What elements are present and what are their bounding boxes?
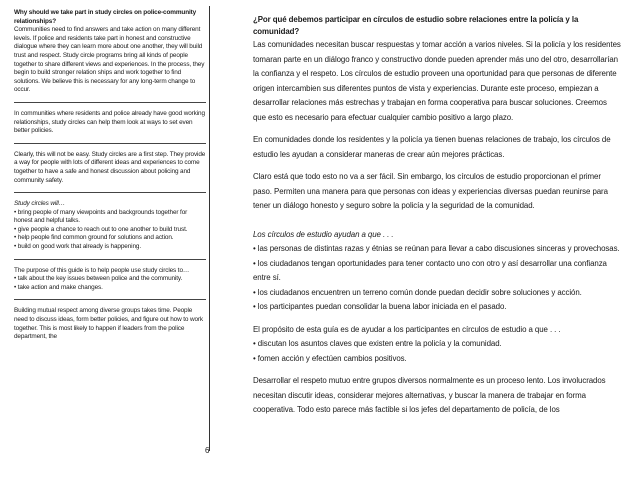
english-bullet: • help people find common ground for solutions and action. [14, 234, 174, 242]
english-heading: Why should we take part in study circles on police-community relationships? [14, 9, 197, 25]
spanish-bullet: • los ciudadanos encuentren un terreno común donde puedan decidir sobre soluciones y acción. [253, 287, 582, 297]
column-divider [209, 6, 210, 451]
english-column [14, 9, 206, 349]
english-bullet: • bring people of many viewpoints and backgrounds together for honest and helpful talks. [14, 208, 188, 225]
english-purpose-intro: The purpose of this guide is to help people use study circles to… [14, 266, 190, 274]
english-bullet: • give people a chance to reach out to one another to build trust. [14, 225, 188, 233]
spanish-purpose-intro: El propósito de esta guía es de ayudar a los participantes en círculos de estudio a que . . . [253, 324, 561, 334]
english-list-title: Study circles will… [14, 200, 65, 208]
spanish-purpose-bullet: • fomen acción y efectúen cambios positivos. [253, 353, 407, 363]
english-list [14, 200, 206, 252]
english-paragraph-3: Clearly, this will not be easy. Study circles are a first step. They provide a way for people with lots of different ideas and experiences to come together to have a safe and honest discussion about policing and community safety. [14, 150, 206, 184]
spanish-list-title: Los círculos de estudio ayudan a que . . . [253, 229, 394, 239]
page-number: 6 [205, 446, 210, 455]
spanish-bullet: • los participantes puedan consolidar la buena labor iniciada en el pasado. [253, 302, 507, 311]
divider [14, 259, 206, 260]
spanish-purpose-bullet: • discutan los asuntos claves que existen entre la policía y la comunidad. [253, 339, 502, 348]
english-paragraph-4: Building mutual respect among diverse groups takes time. People need to discuss ideas, form better policies, and figure out how to work together. This is most likely to happen if leaders from the police department, the [14, 307, 203, 341]
spanish-bullet: • los ciudadanos tengan oportunidades para tener contacto uno con otro y así desarrollar una confianza entre sí. [253, 258, 607, 282]
spanish-heading: ¿Por qué debemos participar en círculos de estudio sobre relaciones entre la policía y la comunidad? [253, 15, 579, 36]
english-purpose-bullet: • talk about the key issues between police and the community. [14, 275, 183, 283]
english-purpose-bullet: • take action and make changes. [14, 283, 103, 291]
spanish-paragraph-3: Claro está que todo esto no va a ser fácil. Sin embargo, los círculos de estudio proporcionan el primer paso. Permiten una manera para que personas con ideas y experiencias diversas puedan reunirse para tener un diálogo honesto y seguro sobre la policía y la seguridad de la comunidad. [253, 172, 608, 210]
spanish-purpose [253, 323, 621, 367]
spanish-column [253, 14, 621, 426]
english-bullet: • build on good work that already is happening. [14, 243, 141, 251]
english-paragraph-1: Communities need to find answers and take action on many different levels. If police and residents take part in honest and constructive dialogue where they can learn more about one another, they will build trust and respect. Study circle programs bring all kinds of people together to share different views and experiences. In the process, they begin to build stronger relation ships and work together to find solutions. We believe this is necessary for any long-term change to occur. [14, 26, 205, 94]
spanish-paragraph-4: Desarrollar el respeto mutuo entre grupos diversos normalmente es un proceso lento. Los involucrados necesitan discutir ideas, considerar mejores alternativas, y buscar la manera de trabajar en forma cooperativa. Todo esto parece más factible si los jefes del departamento de policía, de los [253, 376, 606, 414]
spanish-bullet: • las personas de distintas razas y étnias se reúnan para llevar a cabo discusiones sinceras y provechosas. [253, 244, 620, 253]
divider [14, 102, 206, 103]
divider [14, 143, 206, 144]
divider [14, 192, 206, 193]
spanish-list [253, 228, 621, 315]
english-paragraph-2: In communities where residents and police already have good working relationships, study circles can help them look at ways to set even better policies. [14, 109, 205, 135]
spanish-paragraph-2: En comunidades donde los residentes y la policía ya tienen buenas relaciones de trabajo, los círculos de estudio les ayudan a considerar maneras de crear aún mejores prácticas. [253, 135, 611, 159]
english-purpose [14, 267, 206, 293]
divider [14, 299, 206, 300]
spanish-paragraph-1: Las comunidades necesitan buscar respuestas y tomar acción a varios niveles. Si la policía y los residentes tomaran parte en un diálogo franco y constructivo donde pueden aprender más uno del otro, desarrollarían la confianza y el respeto. Los círculos de estudio proveen una oportunidad para que personas de diferente origen intercambien sus diferentes puntos de vista y experiencias. Durante este proceso, empiezan a desarrollar relaciones más estrechas y trabajan en forma cooperativa para buscar soluciones. Creemos que esto es necesario para efectuar cualquier cambio positivo a largo plazo. [253, 40, 621, 122]
